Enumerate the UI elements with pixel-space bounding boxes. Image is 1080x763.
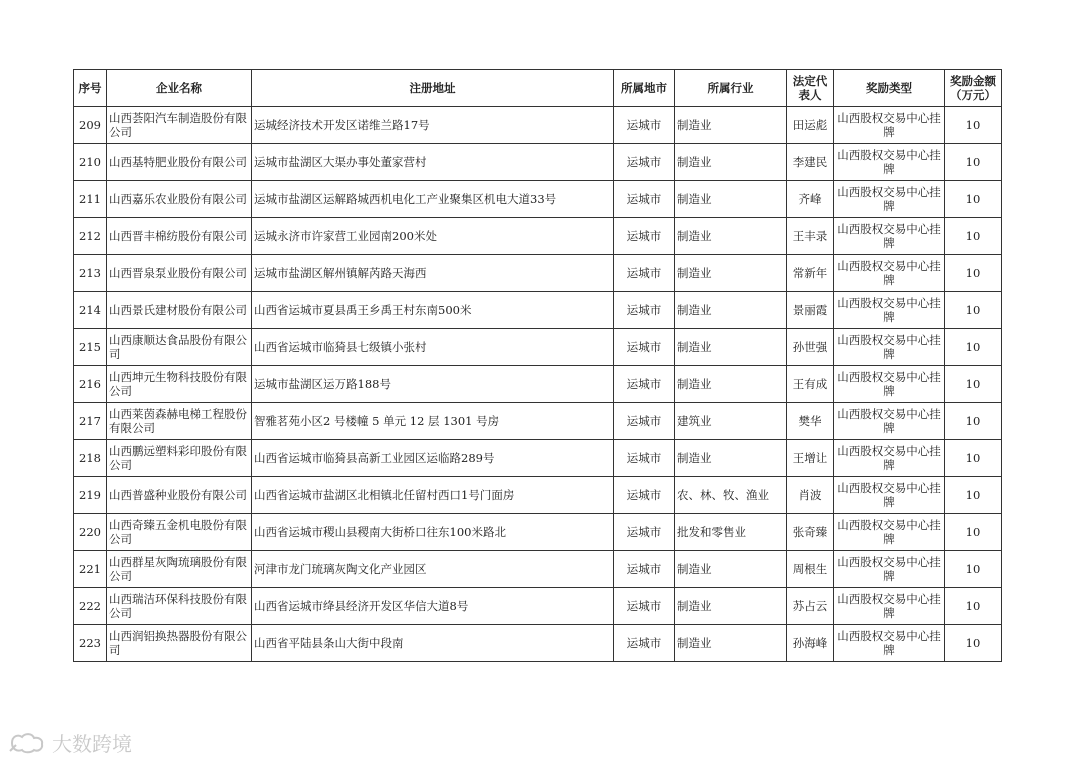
row-address: 河津市龙门琉璃灰陶文化产业园区	[252, 551, 614, 588]
row-address: 智雅茗苑小区2 号楼幢 5 单元 12 层 1301 号房	[252, 403, 614, 440]
row-reward-type: 山西股权交易中心挂牌	[834, 551, 945, 588]
row-industry: 制造业	[675, 181, 787, 218]
row-reward-type: 山西股权交易中心挂牌	[834, 292, 945, 329]
header-amount: 奖励金额（万元）	[945, 70, 1002, 107]
row-no: 214	[74, 292, 107, 329]
table-row	[74, 551, 1002, 588]
table-row	[74, 144, 1002, 181]
row-reward-type: 山西股权交易中心挂牌	[834, 514, 945, 551]
row-no: 220	[74, 514, 107, 551]
row-amount: 10	[945, 588, 1002, 625]
row-rep: 孙世强	[787, 329, 834, 366]
row-address: 山西省运城市临猗县高新工业园区运临路289号	[252, 440, 614, 477]
row-amount: 10	[945, 181, 1002, 218]
row-address: 运城永济市许家营工业园南200米处	[252, 218, 614, 255]
row-industry: 农、林、牧、渔业	[675, 477, 787, 514]
row-city: 运城市	[614, 514, 675, 551]
watermark-text: 大数跨境	[52, 732, 132, 756]
header-city: 所属地市	[614, 70, 675, 107]
row-company: 山西普盛种业股份有限公司	[107, 477, 252, 514]
row-amount: 10	[945, 551, 1002, 588]
header-rep: 法定代表人	[787, 70, 834, 107]
row-address: 运城市盐湖区解州镇解芮路天海西	[252, 255, 614, 292]
row-company: 山西鹏远塑料彩印股份有限公司	[107, 440, 252, 477]
row-rep: 王增让	[787, 440, 834, 477]
watermark	[8, 728, 132, 757]
row-industry: 制造业	[675, 551, 787, 588]
table-row	[74, 218, 1002, 255]
header-industry: 所属行业	[675, 70, 787, 107]
header-address: 注册地址	[252, 70, 614, 107]
row-city: 运城市	[614, 588, 675, 625]
row-address: 山西省平陆县条山大街中段南	[252, 625, 614, 662]
row-company: 山西康顺达食品股份有限公司	[107, 329, 252, 366]
row-rep: 王有成	[787, 366, 834, 403]
row-amount: 10	[945, 144, 1002, 181]
row-no: 211	[74, 181, 107, 218]
row-company: 山西荟阳汽车制造股份有限公司	[107, 107, 252, 144]
header-company: 企业名称	[107, 70, 252, 107]
row-reward-type: 山西股权交易中心挂牌	[834, 144, 945, 181]
row-no: 212	[74, 218, 107, 255]
row-city: 运城市	[614, 440, 675, 477]
table-row	[74, 292, 1002, 329]
row-industry: 制造业	[675, 218, 787, 255]
row-city: 运城市	[614, 292, 675, 329]
row-industry: 制造业	[675, 440, 787, 477]
row-industry: 制造业	[675, 144, 787, 181]
table-row	[74, 255, 1002, 292]
row-amount: 10	[945, 329, 1002, 366]
row-company: 山西润铝换热器股份有限公司	[107, 625, 252, 662]
row-company: 山西莱茵森赫电梯工程股份有限公司	[107, 403, 252, 440]
row-address: 山西省运城市盐湖区北相镇北任留村西口1号门面房	[252, 477, 614, 514]
table-row	[74, 440, 1002, 477]
row-city: 运城市	[614, 366, 675, 403]
header-no: 序号	[74, 70, 107, 107]
row-no: 213	[74, 255, 107, 292]
row-industry: 制造业	[675, 329, 787, 366]
row-address: 运城经济技术开发区诺维兰路17号	[252, 107, 614, 144]
row-rep: 樊华	[787, 403, 834, 440]
enterprise-reward-table	[73, 69, 1002, 662]
row-no: 223	[74, 625, 107, 662]
row-rep: 常新年	[787, 255, 834, 292]
row-industry: 制造业	[675, 366, 787, 403]
row-no: 217	[74, 403, 107, 440]
row-no: 209	[74, 107, 107, 144]
table-row	[74, 181, 1002, 218]
row-industry: 制造业	[675, 107, 787, 144]
row-amount: 10	[945, 218, 1002, 255]
table-header-row	[74, 70, 1002, 107]
row-city: 运城市	[614, 329, 675, 366]
table-row	[74, 329, 1002, 366]
row-amount: 10	[945, 403, 1002, 440]
row-amount: 10	[945, 255, 1002, 292]
row-company: 山西晋丰棉纺股份有限公司	[107, 218, 252, 255]
row-no: 218	[74, 440, 107, 477]
row-address: 山西省运城市绛县经济开发区华信大道8号	[252, 588, 614, 625]
row-reward-type: 山西股权交易中心挂牌	[834, 107, 945, 144]
row-rep: 肖波	[787, 477, 834, 514]
row-reward-type: 山西股权交易中心挂牌	[834, 403, 945, 440]
row-rep: 景丽霞	[787, 292, 834, 329]
row-company: 山西基特肥业股份有限公司	[107, 144, 252, 181]
table-row	[74, 477, 1002, 514]
row-rep: 苏占云	[787, 588, 834, 625]
row-reward-type: 山西股权交易中心挂牌	[834, 218, 945, 255]
row-company: 山西瑞洁环保科技股份有限公司	[107, 588, 252, 625]
row-reward-type: 山西股权交易中心挂牌	[834, 329, 945, 366]
row-no: 216	[74, 366, 107, 403]
row-city: 运城市	[614, 403, 675, 440]
row-rep: 张奇臻	[787, 514, 834, 551]
table-row	[74, 403, 1002, 440]
row-rep: 李建民	[787, 144, 834, 181]
row-company: 山西奇臻五金机电股份有限公司	[107, 514, 252, 551]
row-company: 山西群星灰陶琉璃股份有限公司	[107, 551, 252, 588]
row-reward-type: 山西股权交易中心挂牌	[834, 588, 945, 625]
row-industry: 制造业	[675, 588, 787, 625]
row-city: 运城市	[614, 625, 675, 662]
row-reward-type: 山西股权交易中心挂牌	[834, 440, 945, 477]
row-rep: 孙海峰	[787, 625, 834, 662]
table-row	[74, 588, 1002, 625]
row-amount: 10	[945, 440, 1002, 477]
row-reward-type: 山西股权交易中心挂牌	[834, 625, 945, 662]
table-row	[74, 625, 1002, 662]
row-city: 运城市	[614, 551, 675, 588]
row-industry: 制造业	[675, 255, 787, 292]
row-amount: 10	[945, 625, 1002, 662]
row-address: 山西省运城市临猗县七级镇小张村	[252, 329, 614, 366]
row-rep: 王丰录	[787, 218, 834, 255]
table-row	[74, 107, 1002, 144]
row-city: 运城市	[614, 144, 675, 181]
row-amount: 10	[945, 514, 1002, 551]
row-no: 215	[74, 329, 107, 366]
row-address: 运城市盐湖区运万路188号	[252, 366, 614, 403]
row-address: 山西省运城市夏县禹王乡禹王村东南500米	[252, 292, 614, 329]
row-industry: 建筑业	[675, 403, 787, 440]
row-no: 210	[74, 144, 107, 181]
row-industry: 批发和零售业	[675, 514, 787, 551]
row-address: 运城市盐湖区运解路城西机电化工产业聚集区机电大道33号	[252, 181, 614, 218]
header-reward-type: 奖励类型	[834, 70, 945, 107]
table-row	[74, 514, 1002, 551]
row-reward-type: 山西股权交易中心挂牌	[834, 181, 945, 218]
table-body	[74, 107, 1002, 662]
row-no: 222	[74, 588, 107, 625]
row-industry: 制造业	[675, 292, 787, 329]
row-company: 山西晋泉泵业股份有限公司	[107, 255, 252, 292]
row-industry: 制造业	[675, 625, 787, 662]
row-no: 219	[74, 477, 107, 514]
row-city: 运城市	[614, 255, 675, 292]
row-city: 运城市	[614, 218, 675, 255]
row-rep: 田运彪	[787, 107, 834, 144]
row-rep: 周根生	[787, 551, 834, 588]
row-rep: 齐峰	[787, 181, 834, 218]
row-company: 山西景氏建材股份有限公司	[107, 292, 252, 329]
row-reward-type: 山西股权交易中心挂牌	[834, 477, 945, 514]
row-company: 山西嘉乐农业股份有限公司	[107, 181, 252, 218]
row-amount: 10	[945, 477, 1002, 514]
row-amount: 10	[945, 292, 1002, 329]
row-no: 221	[74, 551, 107, 588]
row-amount: 10	[945, 107, 1002, 144]
row-amount: 10	[945, 366, 1002, 403]
row-company: 山西坤元生物科技股份有限公司	[107, 366, 252, 403]
row-reward-type: 山西股权交易中心挂牌	[834, 255, 945, 292]
row-address: 运城市盐湖区大渠办事处董家营村	[252, 144, 614, 181]
brand-logo-icon	[8, 731, 46, 755]
row-reward-type: 山西股权交易中心挂牌	[834, 366, 945, 403]
row-address: 山西省运城市稷山县稷南大街桥口往东100米路北	[252, 514, 614, 551]
table-row	[74, 366, 1002, 403]
row-city: 运城市	[614, 107, 675, 144]
row-city: 运城市	[614, 477, 675, 514]
row-city: 运城市	[614, 181, 675, 218]
